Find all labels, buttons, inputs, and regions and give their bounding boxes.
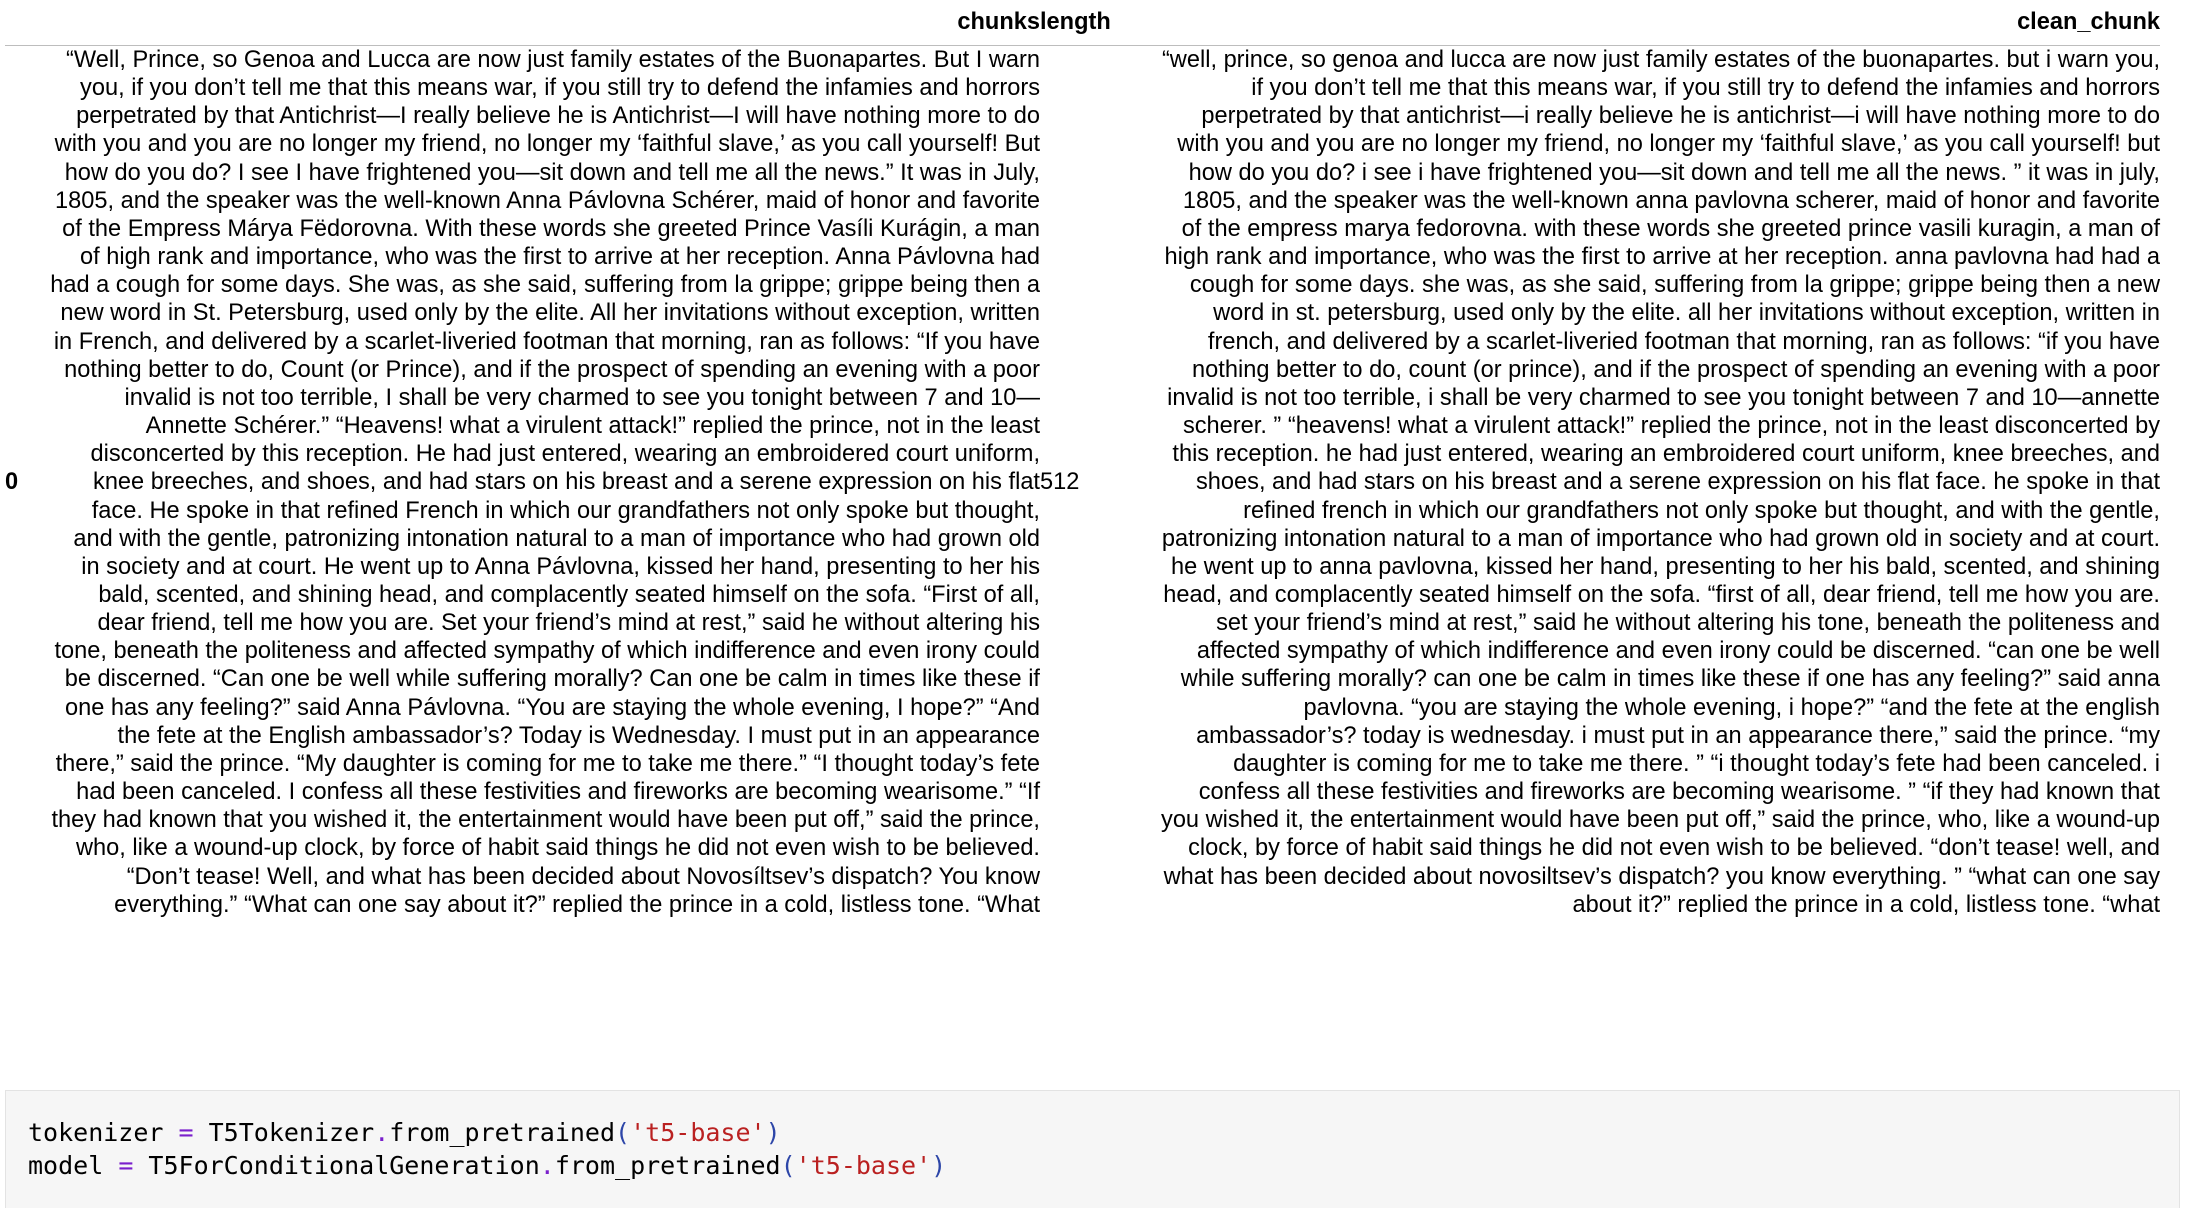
- code-token-dot: .: [539, 1151, 555, 1180]
- code-token-variable: model: [28, 1151, 104, 1180]
- column-header-clean-chunk: clean_chunk: [1160, 0, 2160, 46]
- code-token-method: from_pretrained: [389, 1118, 616, 1147]
- column-header-length: length: [1040, 0, 1160, 46]
- column-header-chunks: chunks: [50, 0, 1040, 46]
- code-token-method: from_pretrained: [554, 1151, 781, 1180]
- code-token-class: T5Tokenizer: [208, 1118, 375, 1147]
- code-token-operator: =: [163, 1118, 209, 1147]
- code-line-1: [28, 1118, 781, 1147]
- table-header-row: [5, 0, 2160, 46]
- clean-chunk-cell: “well, prince, so genoa and lucca are now just family estates of the buonapartes. but i warn you, if you don’t tell me that this means war, if you still try to defend the infamies and horrors perpetrated by that antichrist—i really believe he is antichrist—i will have nothing more to do with you and you are no longer my friend, no longer my ‘faithful slave,’ as you call yourself! but how do you do? i see i have frightened you—sit down and tell me all the news. ” it was in july, 1805, and the speaker was the well-known anna pavlovna scherer, maid of honor and favorite of the empress marya fedorovna. with these words she greeted prince vasili kuragin, a man of high rank and importance, who was the first to arrive at her reception. anna pavlovna had had a cough for some days. she was, as she said, suffering from la grippe; grippe being then a new word in st. petersburg, used only by the elite. all her invitations without exception, written in french, and delivered by a scarlet-liveried footman that morning, ran as follows: “if you have nothing better to do, count (or prince), and if the prospect of spending an evening with a poor invalid is not too terrible, i shall be very charmed to see you tonight between 7 and 10—annette scherer. ” “heavens! what a virulent attack!” replied the prince, not in the least disconcerted by this reception. he had just entered, wearing an embroidered court uniform, knee breeches, and shoes, and had stars on his breast and a serene expression on his flat face. he spoke in that refined french in which our grandfathers not only spoke but thought, and with the gentle, patronizing intonation natural to a man of importance who had grown old in society and at court. he went up to anna pavlovna, kissed her hand, presenting to her his bald, scented, and shining head, and complacently seated himself on the sofa. “first of all, dear friend, tell me how you are. set your friend’s mind at rest,” said he without altering his tone, beneath the politeness and affected sympathy of which indifference and even irony could be discerned. “can one be well while suffering morally? can one be calm in times like these if one has any feeling?” said anna pavlovna. “you are staying the whole evening, i hope?” “and the fete at the english ambassador’s? today is wednesday. i must put in an appearance there,” said the prince. “my daughter is coming for me to take me there. ” “i thought today’s fete had been canceled. i confess all these festivities and fireworks are becoming wearisome. ” “if they had known that you wished it, the entertainment would have been put off,” said the prince, who, like a wound-up clock, by force of habit said things he did not even wish to be believed. “don’t tease! well, and what has been decided about novosiltsev’s dispatch? you know everything. ” “what can one say about it?” replied the prince in a cold, listless tone. “what: [1161, 47, 2160, 918]
- code-token-paren: ): [765, 1118, 781, 1147]
- code-token-operator: =: [103, 1151, 149, 1180]
- code-token-variable: tokenizer: [28, 1118, 164, 1147]
- code-token-string: 't5-base': [795, 1151, 932, 1180]
- code-token-class: T5ForConditionalGeneration: [148, 1151, 540, 1180]
- code-token-paren: (: [615, 1118, 631, 1147]
- chunks-cell: “Well, Prince, so Genoa and Lucca are now just family estates of the Buonapartes. But I warn you, if you don’t tell me that this means war, if you still try to defend the infamies and horrors perpetrated by that Antichrist—I really believe he is Antichrist—I will have nothing more to do with you and you are no longer my friend, no longer my ‘faithful slave,’ as you call yourself! But how do you do? I see I have frightened you—sit down and tell me all the news.” It was in July, 1805, and the speaker was the well-known Anna Pávlovna Schérer, maid of honor and favorite of the Empress Márya Fëdorovna. With these words she greeted Prince Vasíli Kurágin, a man of high rank and importance, who was the first to arrive at her reception. Anna Pávlovna had had a cough for some days. She was, as she said, suffering from la grippe; grippe being then a new word in St. Petersburg, used only by the elite. All her invitations without exception, written in French, and delivered by a scarlet-liveried footman that morning, ran as follows: “If you have nothing better to do, Count (or Prince), and if the prospect of spending an evening with a poor invalid is not too terrible, I shall be very charmed to see you tonight between 7 and 10—Annette Schérer.” “Heavens! what a virulent attack!” replied the prince, not in the least disconcerted by this reception. He had just entered, wearing an embroidered court uniform, knee breeches, and shoes, and had stars on his breast and a serene expression on his flat face. He spoke in that refined French in which our grandfathers not only spoke but thought, and with the gentle, patronizing intonation natural to a man of importance who had grown old in society and at court. He went up to Anna Pávlovna, kissed her hand, presenting to her his bald, scented, and shining head, and complacently seated himself on the sofa. “First of all, dear friend, tell me how you are. Set your friend’s mind at rest,” said he without altering his tone, beneath the politeness and affected sympathy of which indifference and even irony could be discerned. “Can one be well while suffering morally? Can one be calm in times like these if one has any feeling?” said Anna Pávlovna. “You are staying the whole evening, I hope?” “And the fete at the English ambassador’s? Today is Wednesday. I must put in an appearance there,” said the prince. “My daughter is coming for me to take me there.” “I thought today’s fete had been canceled. I confess all these festivities and fireworks are becoming wearisome.” “If they had known that you wished it, the entertainment would have been put off,” said the prince, who, like a wound-up clock, by force of habit said things he did not even wish to be believed. “Don’t tease! Well, and what has been decided about Novosíltsev’s dispatch? You know everything.” “What can one say about it?” replied the prince in a cold, listless tone. “What: [50, 47, 1040, 918]
- code-token-paren: ): [931, 1151, 947, 1180]
- dataframe-table: [5, 0, 2160, 919]
- code-token-string: 't5-base': [630, 1118, 766, 1147]
- code-token-dot: .: [374, 1118, 390, 1147]
- code-line-2: [28, 1151, 946, 1180]
- code-cell[interactable]: [5, 1090, 2180, 1208]
- row-index: 0: [5, 469, 19, 496]
- index-header: [5, 0, 50, 46]
- code-token-paren: (: [780, 1151, 796, 1180]
- length-cell: 512: [1040, 469, 1080, 496]
- code-editor[interactable]: [28, 1116, 946, 1182]
- table-row: [5, 46, 2160, 919]
